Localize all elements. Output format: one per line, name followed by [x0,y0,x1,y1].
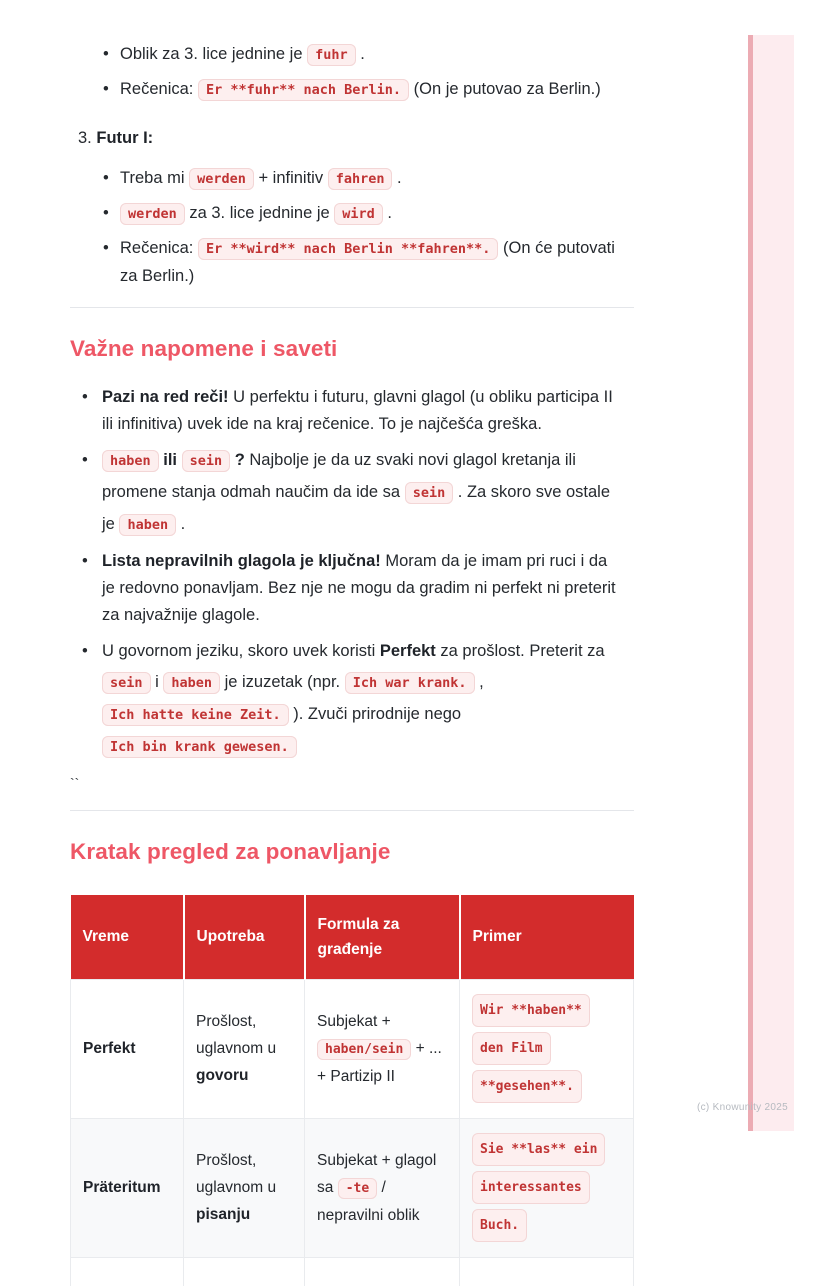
column-header-vreme: Vreme [71,895,184,979]
bold-text: Futur I: [96,129,154,147]
section-divider [70,810,634,811]
preterit-bullet-list [103,41,634,104]
futur-bullet-list [103,165,634,290]
cell-formula: Subjekat + haben/sein + ... + Partizip II [305,979,460,1118]
inline-code-chip: werden [189,168,254,190]
table-row [71,979,634,1118]
cell-tense: Präteritum [71,1118,184,1257]
inline-code-chip: Er **wird** nach Berlin **fahren**. [198,238,498,260]
stray-backticks-text: `` [70,775,80,791]
column-header-formula: Formula za građenje [305,895,460,979]
cell-example [460,1118,634,1257]
list-item: • werden za 3. lice jednine je wird . [103,200,634,228]
inline-code-chip: Buch. [472,1209,527,1242]
cell-example [460,979,634,1118]
tense-summary-table [70,895,634,1286]
inline-code-chip: sein [182,450,231,472]
inline-code-chip: werden [120,203,185,225]
column-header-primer: Primer [460,895,634,979]
inline-code-chip: interessantes [472,1171,590,1204]
cell-tense [71,1257,184,1286]
list-item: • Rečenica: Er **wird** nach Berlin **fahren**. (On će putovati za Berlin.) [103,235,634,290]
bold-text: Lista nepravilnih glagola je ključna! [102,552,381,570]
cell-formula: Subjekat + glagol sa -te / nepravilni oblik [305,1118,460,1257]
cell-usage: Prošlost, uglavnom u pisanju [184,1118,305,1257]
column-header-upotreba: Upotreba [184,895,305,979]
list-item: • Rečenica: Er **fuhr** nach Berlin. (On je putovao za Berlin.) [103,76,634,104]
page-edge-stripe [748,35,794,1131]
inline-code-chip: wird [334,203,383,225]
watermark: (c) Knowunity 2025 [696,1102,788,1113]
bold-text: govoru [196,1067,249,1084]
list-item: • Treba mi werden + infinitiv fahren . [103,165,634,193]
section-divider [70,307,634,308]
inline-code-chip: Er **fuhr** nach Berlin. [198,79,409,101]
inline-code-chip: haben [102,450,159,472]
cell-usage: Prošlost, uglavnom u govoru [184,979,305,1118]
notes-bullet-list [82,384,634,763]
bold-text: pisanju [196,1206,251,1223]
inline-code-chip: haben [119,514,176,536]
list-item: • U govornom jeziku, skoro uvek koristi Perfekt za prošlost. Preterit za sein i haben je izuzetak (npr. Ich war krank. , Ich hatte keine Zeit. ). Zvuči prirodnije nego Ich bin krank gewesen. [82,636,634,763]
list-item: • haben ili sein ? Najbolje je da uz svaki novi glagol kretanja ili promene stanja odmah naučim da ide sa sein . Za skoro sve ostale je haben . [82,445,634,541]
table-row [71,1118,634,1257]
summary-section-title: Kratak pregled za ponavljanje [70,839,391,864]
bold-text: ili [163,451,177,469]
notes-section-title: Važne napomene i saveti [70,336,338,361]
inline-code-chip: Ich war krank. [345,672,475,694]
inline-code-chip: Ich hatte keine Zeit. [102,704,289,726]
inline-code-chip: Sie **las** ein [472,1133,605,1166]
bold-text: ? [234,451,245,469]
inline-code-chip: -te [338,1178,377,1199]
cell-tense: Perfekt [71,979,184,1118]
document-content [70,0,634,1286]
list-item: • Oblik za 3. lice jednine je fuhr . [103,41,634,69]
cell-usage [184,1257,305,1286]
inline-code-chip: fahren [328,168,393,190]
numbered-heading-futur: 3. Futur I: [78,129,154,147]
inline-code-chip: haben [163,672,220,694]
inline-code-chip: sein [102,672,151,694]
inline-code-chip: Wir **haben** [472,994,590,1027]
list-item: • Lista nepravilnih glagola je ključna! Moram da je imam pri ruci i da je redovno ponavljam. Bez nje ne mogu da gradim ni perfekt ni preterit za najvažnije glagole. [82,548,634,629]
inline-code-chip: Ich bin krank gewesen. [102,736,297,758]
list-item: • Pazi na red reči! U perfektu i futuru, glavni glagol (u obliku participa II ili infinitiva) uvek ide na kraj rečenice. To je najčešća greška. [82,384,634,438]
inline-code-chip: fuhr [307,44,356,66]
cell-example [460,1257,634,1286]
bold-text: Pazi na red reči! [102,388,229,406]
inline-code-chip: den Film [472,1032,551,1065]
cell-formula [305,1257,460,1286]
table-header-row [71,895,634,979]
inline-code-chip: haben/sein [317,1039,411,1060]
bold-text: Perfekt [379,642,436,660]
inline-code-chip: sein [405,482,454,504]
inline-code-chip: **gesehen**. [472,1070,582,1103]
table-row [71,1257,634,1286]
